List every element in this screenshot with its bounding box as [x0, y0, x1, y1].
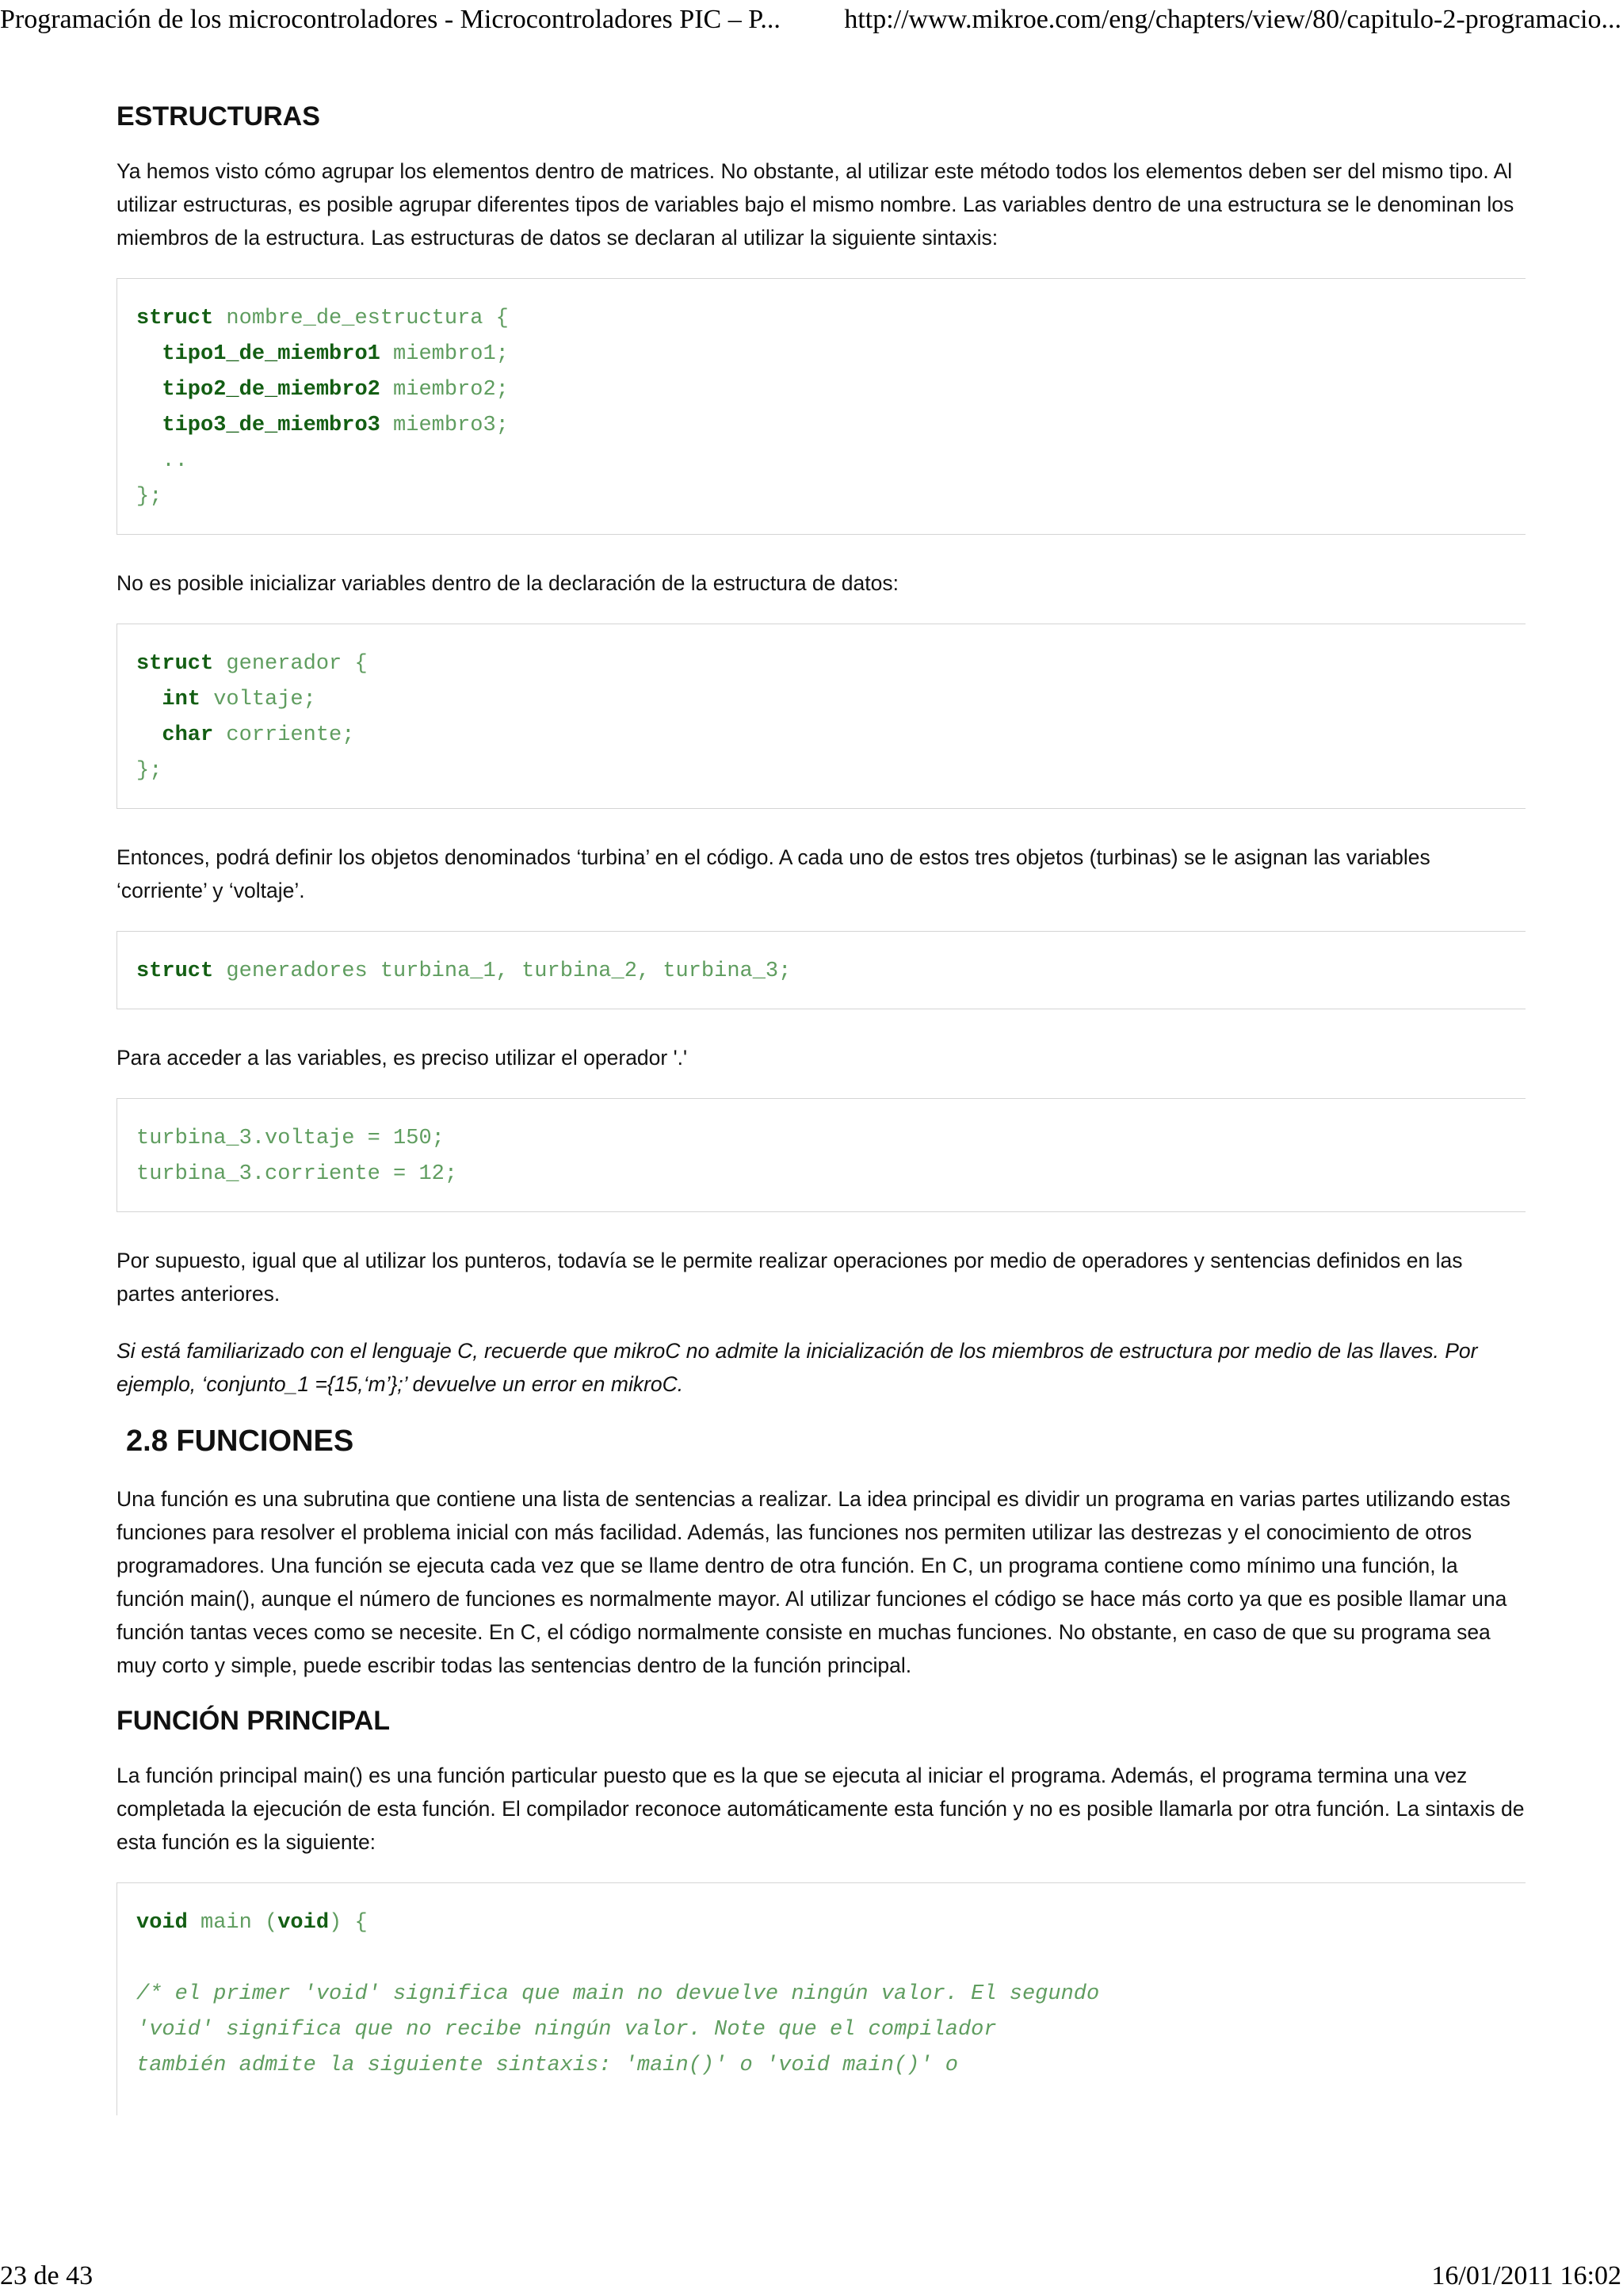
- code-text: };: [136, 759, 162, 783]
- section-title-estructuras: ESTRUCTURAS: [116, 101, 320, 132]
- code-block-member-access: [116, 1098, 1526, 1212]
- page-number: 23 de 43: [0, 2261, 94, 2290]
- paragraph: Por supuesto, igual que al utilizar los punteros, todavía se le permite realizar operaciones por medio de operadores y sentencias definidos en las partes anteriores.: [116, 1249, 1463, 1306]
- code-text: turbina_3.voltaje = 150;: [136, 1127, 445, 1150]
- code-keyword: tipo1_de_miembro1: [162, 342, 380, 366]
- code-text: miembro3;: [380, 414, 509, 437]
- code-text: generador {: [213, 652, 368, 676]
- print-footer: [0, 2256, 1623, 2296]
- code-keyword: tipo2_de_miembro2: [162, 378, 380, 402]
- code-text: };: [136, 485, 162, 509]
- code-block-main: [116, 1882, 1526, 2115]
- paragraph: No es posible inicializar variables dentro de la declaración de la estructura de datos:: [116, 571, 899, 595]
- page-url[interactable]: http://www.mikroe.com/eng/chapters/view/80/capitulo-2-programacio...: [844, 5, 1621, 34]
- code-keyword: tipo3_de_miembro3: [162, 414, 380, 437]
- code-text: generadores turbina_1, turbina_2, turbina_3;: [213, 959, 792, 983]
- code-keyword: struct: [136, 959, 214, 983]
- code-text: main (: [187, 1911, 278, 1935]
- note-paragraph: Si está familiarizado con el lenguaje C, recuerde que mikroC no admite la inicialización de los miembros de estructura por medio de las llaves. Por ejemplo, ‘conjunto_1 ={15,‘m’};’ devuelve un error en mikroC.: [116, 1339, 1478, 1396]
- paragraph: Una función es una subrutina que contiene una lista de sentencias a realizar. La idea principal es dividir un programa en varias partes utilizando estas funciones para resolver el problema inicial con más facilidad. Además, las funciones nos permiten utilizar las destrezas y el conocimiento de otros programadores. Una función se ejecuta cada vez que se llame dentro de otra función. En C, un programa contiene como mínimo una función, la función main(), aunque el número de funciones es normalmente mayor. Al utilizar funciones el código se hace más corto ya que es posible llamar una función tantas veces como se necesite. En C, el código normalmente consiste en muchas funciones. No obstante, en caso de que su programa sea muy corto y simple, puede escribir todas las sentencias dentro de la función principal.: [116, 1487, 1510, 1677]
- code-block-struct-turbinas: [116, 931, 1526, 1009]
- code-keyword: void: [136, 1911, 188, 1935]
- section-title-funciones: 2.8 FUNCIONES: [126, 1425, 354, 1458]
- code-keyword: struct: [136, 307, 214, 330]
- code-keyword: void: [277, 1911, 330, 1935]
- code-text: miembro1;: [380, 342, 509, 366]
- code-comment: también admite la siguiente sintaxis: 'main()' o 'void main()' o: [136, 2054, 958, 2077]
- section-title-funcion-principal: FUNCIÓN PRINCIPAL: [116, 1706, 391, 1736]
- code-text: corriente;: [213, 723, 355, 747]
- article-content: [116, 101, 1526, 2115]
- code-keyword: char: [162, 723, 214, 747]
- code-keyword: int: [162, 688, 201, 711]
- code-block-struct-generador: [116, 624, 1526, 809]
- code-text: nombre_de_estructura {: [213, 307, 509, 330]
- code-keyword: struct: [136, 652, 214, 676]
- print-header: [0, 0, 1623, 48]
- paragraph: Para acceder a las variables, es preciso utilizar el operador '.': [116, 1046, 688, 1070]
- code-comment: /* el primer 'void' significa que main no devuelve ningún valor. El segundo: [136, 1982, 1100, 2006]
- code-text: miembro2;: [380, 378, 509, 402]
- code-comment: 'void' significa que no recibe ningún valor. Note que el compilador: [136, 2018, 997, 2042]
- paragraph: La función principal main() es una función particular puesto que es la que se ejecuta al iniciar el programa. Además, el programa termina una vez completada la ejecución de esta función. El compilador reconoce automáticamente esta función y no es posible llamarla por otra función. La sintaxis de esta función es la siguiente:: [116, 1764, 1525, 1854]
- code-text: voltaje;: [200, 688, 316, 711]
- code-text: ) {: [329, 1911, 368, 1935]
- code-text: turbina_3.corriente = 12;: [136, 1162, 458, 1186]
- code-block-struct-syntax: [116, 278, 1526, 535]
- paragraph: Ya hemos visto cómo agrupar los elementos dentro de matrices. No obstante, al utilizar este método todos los elementos deben ser del mismo tipo. Al utilizar estructuras, es posible agrupar diferentes tipos de variables bajo el mismo nombre. Las variables dentro de una estructura se le denominan los miembros de la estructura. Las estructuras de datos se declaran al utilizar la siguiente sintaxis:: [116, 159, 1514, 250]
- page-title: Programación de los microcontroladores - Microcontroladores PIC – P...: [0, 5, 781, 34]
- print-datetime: 16/01/2011 16:02: [1431, 2261, 1621, 2290]
- code-text: ..: [136, 449, 188, 473]
- paragraph: Entonces, podrá definir los objetos denominados ‘turbina’ en el código. A cada uno de estos tres objetos (turbinas) se le asignan las variables ‘corriente’ y ‘voltaje’.: [116, 845, 1430, 902]
